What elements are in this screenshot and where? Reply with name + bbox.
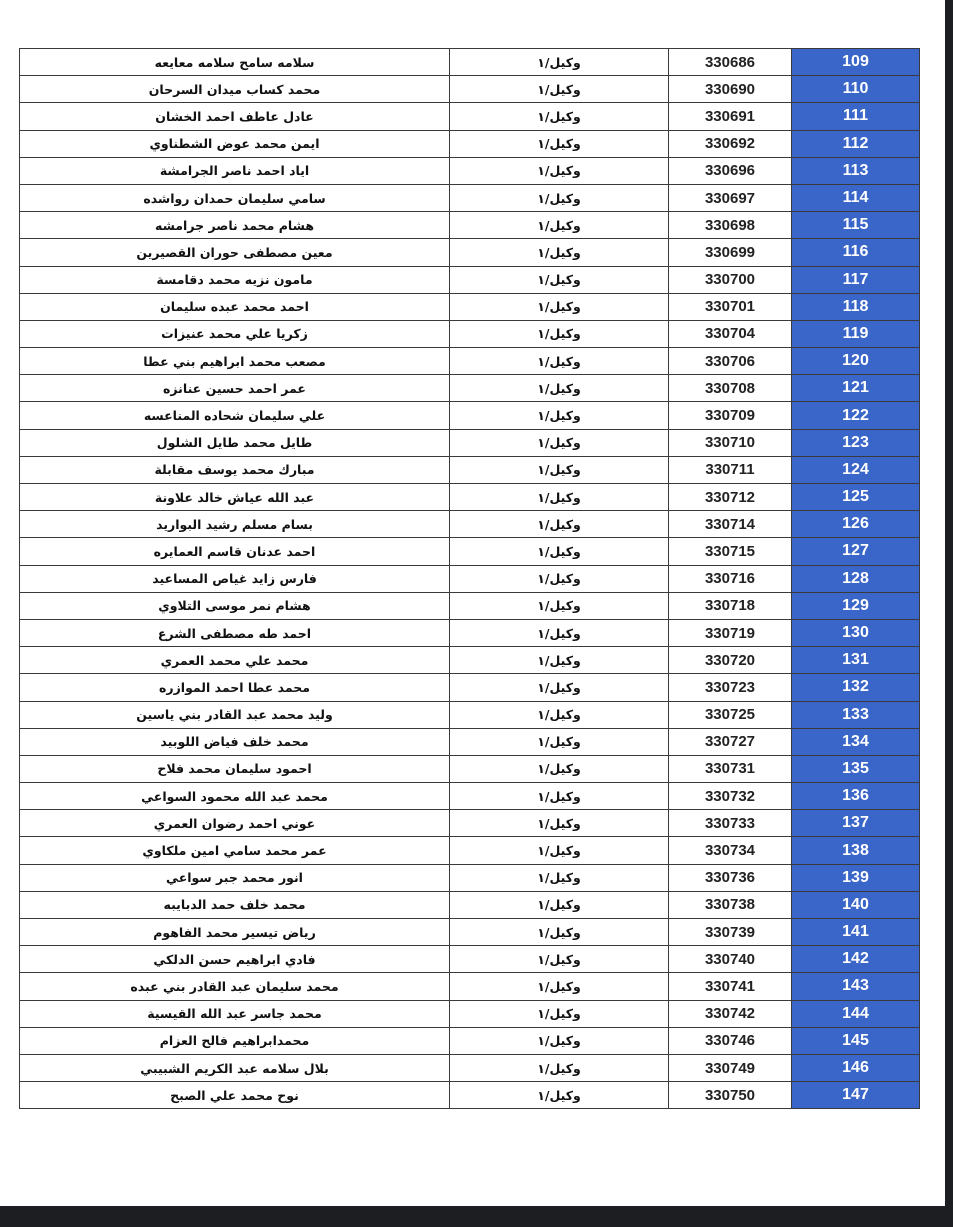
- name-cell: فارس زايد غياص المساعيد: [20, 565, 450, 592]
- id-code-cell: 330698: [669, 212, 792, 239]
- table-row: [20, 701, 920, 728]
- role-cell: وكيل/١: [450, 456, 669, 483]
- id-code-cell: 330740: [669, 946, 792, 973]
- row-number-cell: 138: [792, 837, 920, 864]
- name-cell: انور محمد جبر سواعي: [20, 864, 450, 891]
- id-code-cell: 330699: [669, 239, 792, 266]
- name-cell: محمد عبد الله محمود السواعي: [20, 783, 450, 810]
- id-code-cell: 330700: [669, 266, 792, 293]
- id-code-cell: 330701: [669, 293, 792, 320]
- row-number-cell: 142: [792, 946, 920, 973]
- row-number-cell: 120: [792, 348, 920, 375]
- name-cell: احمود سليمان محمد فلاح: [20, 755, 450, 782]
- table-row: [20, 864, 920, 891]
- role-cell: وكيل/١: [450, 701, 669, 728]
- id-code-cell: 330692: [669, 130, 792, 157]
- row-number-cell: 110: [792, 76, 920, 103]
- id-code-cell: 330706: [669, 348, 792, 375]
- role-cell: وكيل/١: [450, 619, 669, 646]
- table-row: [20, 402, 920, 429]
- role-cell: وكيل/١: [450, 103, 669, 130]
- id-code-cell: 330691: [669, 103, 792, 130]
- row-number-cell: 124: [792, 456, 920, 483]
- id-code-cell: 330736: [669, 864, 792, 891]
- name-cell: معين مصطفى حوران القصيرين: [20, 239, 450, 266]
- role-cell: وكيل/١: [450, 946, 669, 973]
- role-cell: وكيل/١: [450, 157, 669, 184]
- role-cell: وكيل/١: [450, 239, 669, 266]
- id-code-cell: 330704: [669, 320, 792, 347]
- role-cell: وكيل/١: [450, 864, 669, 891]
- id-code-cell: 330749: [669, 1054, 792, 1081]
- table-row: [20, 76, 920, 103]
- id-code-cell: 330738: [669, 891, 792, 918]
- id-code-cell: 330723: [669, 674, 792, 701]
- row-number-cell: 126: [792, 511, 920, 538]
- id-code-cell: 330718: [669, 592, 792, 619]
- name-cell: احمد طه مصطفى الشرع: [20, 619, 450, 646]
- id-code-cell: 330742: [669, 1000, 792, 1027]
- row-number-cell: 144: [792, 1000, 920, 1027]
- id-code-cell: 330690: [669, 76, 792, 103]
- table-row: [20, 266, 920, 293]
- id-code-cell: 330696: [669, 157, 792, 184]
- table-row: [20, 375, 920, 402]
- table-row: [20, 1027, 920, 1054]
- row-number-cell: 129: [792, 592, 920, 619]
- name-cell: سامي سليمان حمدان رواشده: [20, 184, 450, 211]
- row-number-cell: 140: [792, 891, 920, 918]
- table-row: [20, 973, 920, 1000]
- role-cell: وكيل/١: [450, 565, 669, 592]
- table-row: [20, 49, 920, 76]
- row-number-cell: 127: [792, 538, 920, 565]
- name-cell: وليد محمد عبد القادر بني ياسين: [20, 701, 450, 728]
- role-cell: وكيل/١: [450, 592, 669, 619]
- name-cell: طايل محمد طايل الشلول: [20, 429, 450, 456]
- name-cell: ايمن محمد عوض الشطناوي: [20, 130, 450, 157]
- name-cell: عمر محمد سامي امين ملكاوي: [20, 837, 450, 864]
- id-code-cell: 330732: [669, 783, 792, 810]
- row-number-cell: 146: [792, 1054, 920, 1081]
- name-cell: محمد عطا احمد الموازره: [20, 674, 450, 701]
- table-row: [20, 946, 920, 973]
- name-cell: عادل عاطف احمد الخشان: [20, 103, 450, 130]
- name-cell: هشام محمد ناصر جرامشه: [20, 212, 450, 239]
- table-row: [20, 130, 920, 157]
- table-row: [20, 837, 920, 864]
- role-cell: وكيل/١: [450, 402, 669, 429]
- role-cell: وكيل/١: [450, 783, 669, 810]
- id-code-cell: 330709: [669, 402, 792, 429]
- table-row: [20, 212, 920, 239]
- name-cell: مامون نزيه محمد دقامسة: [20, 266, 450, 293]
- row-number-cell: 134: [792, 728, 920, 755]
- table-row: [20, 755, 920, 782]
- table-row: [20, 592, 920, 619]
- role-cell: وكيل/١: [450, 375, 669, 402]
- name-cell: نوح محمد علي الصبح: [20, 1082, 450, 1109]
- role-cell: وكيل/١: [450, 973, 669, 1000]
- row-number-cell: 147: [792, 1082, 920, 1109]
- table-row: [20, 429, 920, 456]
- table-row: [20, 1082, 920, 1109]
- row-number-cell: 137: [792, 810, 920, 837]
- role-cell: وكيل/١: [450, 1082, 669, 1109]
- id-code-cell: 330697: [669, 184, 792, 211]
- table-row: [20, 103, 920, 130]
- role-cell: وكيل/١: [450, 484, 669, 511]
- name-cell: مبارك محمد يوسف مقابلة: [20, 456, 450, 483]
- role-cell: وكيل/١: [450, 1027, 669, 1054]
- table-row: [20, 783, 920, 810]
- id-code-cell: 330739: [669, 919, 792, 946]
- table-row: [20, 348, 920, 375]
- role-cell: وكيل/١: [450, 212, 669, 239]
- row-number-cell: 132: [792, 674, 920, 701]
- table-row: [20, 619, 920, 646]
- name-cell: محمدابراهيم فالح العزام: [20, 1027, 450, 1054]
- row-number-cell: 143: [792, 973, 920, 1000]
- id-code-cell: 330719: [669, 619, 792, 646]
- name-cell: احمد محمد عبده سليمان: [20, 293, 450, 320]
- table-row: [20, 919, 920, 946]
- row-number-cell: 111: [792, 103, 920, 130]
- role-cell: وكيل/١: [450, 755, 669, 782]
- role-cell: وكيل/١: [450, 49, 669, 76]
- table-row: [20, 184, 920, 211]
- id-code-cell: 330710: [669, 429, 792, 456]
- role-cell: وكيل/١: [450, 674, 669, 701]
- role-cell: وكيل/١: [450, 511, 669, 538]
- name-cell: محمد سليمان عبد القادر بني عبده: [20, 973, 450, 1000]
- table-row: [20, 728, 920, 755]
- role-cell: وكيل/١: [450, 76, 669, 103]
- id-code-cell: 330750: [669, 1082, 792, 1109]
- name-cell: محمد خلف فياض اللوبيد: [20, 728, 450, 755]
- row-number-cell: 112: [792, 130, 920, 157]
- id-code-cell: 330714: [669, 511, 792, 538]
- id-code-cell: 330731: [669, 755, 792, 782]
- table-row: [20, 810, 920, 837]
- row-number-cell: 131: [792, 647, 920, 674]
- name-cell: علي سليمان شحاده المناعسه: [20, 402, 450, 429]
- row-number-cell: 130: [792, 619, 920, 646]
- row-number-cell: 116: [792, 239, 920, 266]
- name-cell: زكريا علي محمد عنيزات: [20, 320, 450, 347]
- name-cell: بسام مسلم رشيد البواريد: [20, 511, 450, 538]
- row-number-cell: 123: [792, 429, 920, 456]
- name-cell: محمد جاسر عبد الله القيسية: [20, 1000, 450, 1027]
- id-code-cell: 330686: [669, 49, 792, 76]
- table-row: [20, 565, 920, 592]
- role-cell: وكيل/١: [450, 810, 669, 837]
- name-cell: محمد كساب ميدان السرحان: [20, 76, 450, 103]
- role-cell: وكيل/١: [450, 348, 669, 375]
- table-row: [20, 320, 920, 347]
- id-code-cell: 330725: [669, 701, 792, 728]
- id-code-cell: 330712: [669, 484, 792, 511]
- id-code-cell: 330741: [669, 973, 792, 1000]
- table-row: [20, 511, 920, 538]
- table-row: [20, 891, 920, 918]
- table-row: [20, 1000, 920, 1027]
- role-cell: وكيل/١: [450, 1000, 669, 1027]
- name-cell: فادي ابراهيم حسن الدلكي: [20, 946, 450, 973]
- table-row: [20, 157, 920, 184]
- name-cell: مصعب محمد ابراهيم بني عطا: [20, 348, 450, 375]
- role-cell: وكيل/١: [450, 429, 669, 456]
- table-row: [20, 1054, 920, 1081]
- name-cell: عبد الله عياش خالد علاونة: [20, 484, 450, 511]
- name-cell: هشام نمر موسى التلاوي: [20, 592, 450, 619]
- row-number-cell: 113: [792, 157, 920, 184]
- id-code-cell: 330734: [669, 837, 792, 864]
- id-code-cell: 330733: [669, 810, 792, 837]
- id-code-cell: 330746: [669, 1027, 792, 1054]
- row-number-cell: 118: [792, 293, 920, 320]
- name-cell: رياض تيسير محمد الفاهوم: [20, 919, 450, 946]
- row-number-cell: 133: [792, 701, 920, 728]
- id-code-cell: 330711: [669, 456, 792, 483]
- name-cell: اياد احمد ناصر الجرامشة: [20, 157, 450, 184]
- screen-edge-right: [945, 0, 953, 1227]
- row-number-cell: 121: [792, 375, 920, 402]
- id-code-cell: 330715: [669, 538, 792, 565]
- row-number-cell: 122: [792, 402, 920, 429]
- role-cell: وكيل/١: [450, 538, 669, 565]
- row-number-cell: 125: [792, 484, 920, 511]
- id-code-cell: 330720: [669, 647, 792, 674]
- roster-table: [19, 48, 920, 1109]
- name-cell: بلال سلامه عبد الكريم الشبيبي: [20, 1054, 450, 1081]
- role-cell: وكيل/١: [450, 837, 669, 864]
- name-cell: سلامه سامح سلامه معايعه: [20, 49, 450, 76]
- row-number-cell: 115: [792, 212, 920, 239]
- row-number-cell: 135: [792, 755, 920, 782]
- row-number-cell: 139: [792, 864, 920, 891]
- role-cell: وكيل/١: [450, 320, 669, 347]
- name-cell: عوني احمد رضوان العمري: [20, 810, 450, 837]
- name-cell: محمد علي محمد العمري: [20, 647, 450, 674]
- table-row: [20, 239, 920, 266]
- screen-edge-bottom: [0, 1206, 953, 1227]
- row-number-cell: 117: [792, 266, 920, 293]
- id-code-cell: 330708: [669, 375, 792, 402]
- role-cell: وكيل/١: [450, 293, 669, 320]
- id-code-cell: 330716: [669, 565, 792, 592]
- table-row: [20, 674, 920, 701]
- row-number-cell: 128: [792, 565, 920, 592]
- role-cell: وكيل/١: [450, 130, 669, 157]
- name-cell: احمد عدنان قاسم العمايره: [20, 538, 450, 565]
- name-cell: عمر احمد حسين عنانزه: [20, 375, 450, 402]
- table-row: [20, 456, 920, 483]
- table-row: [20, 293, 920, 320]
- row-number-cell: 136: [792, 783, 920, 810]
- role-cell: وكيل/١: [450, 1054, 669, 1081]
- role-cell: وكيل/١: [450, 919, 669, 946]
- row-number-cell: 141: [792, 919, 920, 946]
- id-code-cell: 330727: [669, 728, 792, 755]
- row-number-cell: 119: [792, 320, 920, 347]
- row-number-cell: 145: [792, 1027, 920, 1054]
- role-cell: وكيل/١: [450, 184, 669, 211]
- row-number-cell: 109: [792, 49, 920, 76]
- role-cell: وكيل/١: [450, 728, 669, 755]
- role-cell: وكيل/١: [450, 647, 669, 674]
- roster-table-body: [20, 49, 920, 1109]
- table-row: [20, 484, 920, 511]
- role-cell: وكيل/١: [450, 266, 669, 293]
- row-number-cell: 114: [792, 184, 920, 211]
- name-cell: محمد خلف حمد الدبايبه: [20, 891, 450, 918]
- role-cell: وكيل/١: [450, 891, 669, 918]
- table-row: [20, 538, 920, 565]
- table-row: [20, 647, 920, 674]
